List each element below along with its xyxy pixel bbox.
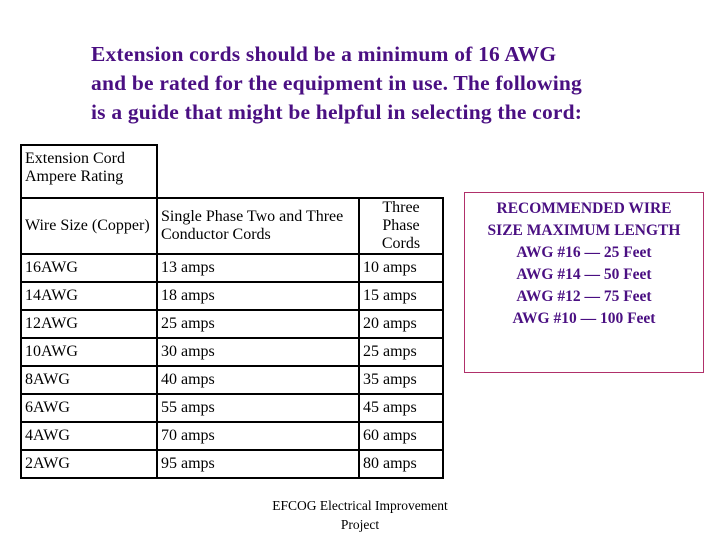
- table-title-row: [21, 145, 443, 198]
- wire-size-cell: 8AWG: [21, 366, 157, 394]
- table-row: [21, 254, 443, 282]
- table-row: [21, 394, 443, 422]
- recommended-line: RECOMMENDED WIRE: [496, 200, 672, 217]
- three-phase-header: Three Phase Cords: [359, 198, 443, 254]
- three-phase-cell: 20 amps: [359, 310, 443, 338]
- heading-line: is a guide that might be helpful in selecting the cord:: [91, 100, 583, 124]
- recommended-line: AWG #10 — 100 Feet: [512, 310, 656, 327]
- three-phase-cell: 25 amps: [359, 338, 443, 366]
- three-phase-cell: 35 amps: [359, 366, 443, 394]
- single-phase-cell: 95 amps: [157, 450, 359, 478]
- wire-size-cell: 16AWG: [21, 254, 157, 282]
- wire-size-cell: 6AWG: [21, 394, 157, 422]
- table-row: [21, 310, 443, 338]
- table-row: [21, 282, 443, 310]
- three-phase-cell: 80 amps: [359, 450, 443, 478]
- single-phase-cell: 13 amps: [157, 254, 359, 282]
- table-row: [21, 450, 443, 478]
- heading-line: Extension cords should be a minimum of 16 AWG: [91, 42, 557, 66]
- single-phase-cell: 55 amps: [157, 394, 359, 422]
- wire-size-cell: 10AWG: [21, 338, 157, 366]
- wire-size-cell: 12AWG: [21, 310, 157, 338]
- wire-size-header: Wire Size (Copper): [21, 198, 157, 254]
- single-phase-cell: 25 amps: [157, 310, 359, 338]
- single-phase-header: Single Phase Two and Three Conductor Cords: [157, 198, 359, 254]
- intro-heading: [91, 40, 691, 127]
- recommended-wire-box: [464, 192, 704, 373]
- recommended-line: AWG #16 — 25 Feet: [516, 244, 652, 261]
- single-phase-cell: 40 amps: [157, 366, 359, 394]
- heading-line: and be rated for the equipment in use. The following: [91, 71, 583, 95]
- table-row: [21, 338, 443, 366]
- table-row: [21, 366, 443, 394]
- wire-size-cell: 4AWG: [21, 422, 157, 450]
- three-phase-cell: 10 amps: [359, 254, 443, 282]
- single-phase-cell: 30 amps: [157, 338, 359, 366]
- table-header-row: [21, 198, 443, 254]
- recommended-line: AWG #12 — 75 Feet: [516, 288, 652, 305]
- footer-line: Project: [340, 517, 380, 532]
- wire-size-cell: 14AWG: [21, 282, 157, 310]
- recommended-line: AWG #14 — 50 Feet: [516, 266, 652, 283]
- table-title-cell: Extension Cord Ampere Rating: [21, 145, 157, 198]
- three-phase-cell: 15 amps: [359, 282, 443, 310]
- footer-caption: [260, 496, 460, 534]
- ampere-rating-table: [20, 144, 444, 479]
- three-phase-cell: 45 amps: [359, 394, 443, 422]
- three-phase-cell: 60 amps: [359, 422, 443, 450]
- single-phase-cell: 70 amps: [157, 422, 359, 450]
- footer-line: EFCOG Electrical Improvement: [272, 498, 448, 513]
- wire-size-cell: 2AWG: [21, 450, 157, 478]
- recommended-line: SIZE MAXIMUM LENGTH: [487, 222, 681, 239]
- single-phase-cell: 18 amps: [157, 282, 359, 310]
- table-row: [21, 422, 443, 450]
